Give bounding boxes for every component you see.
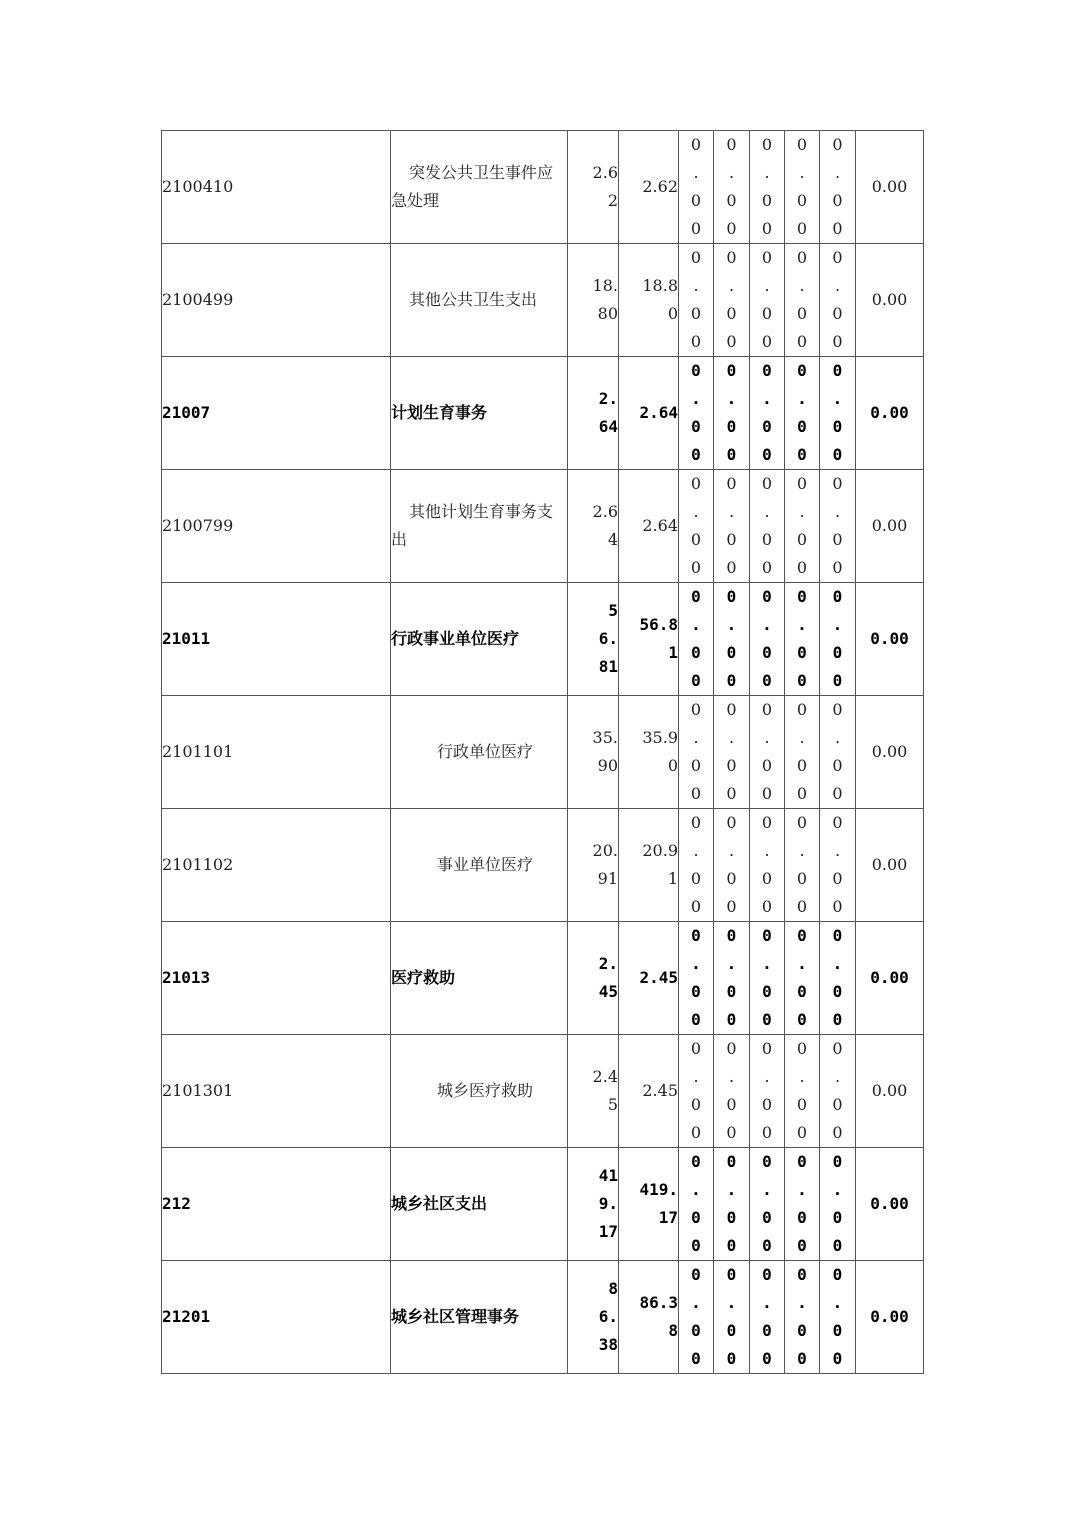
subject-name-cell: 行政事业单位医疗 [391, 583, 568, 696]
zero-amount-value: 0 . 0 0 [832, 361, 843, 464]
zero-amount-value: 0 . 0 0 [832, 1152, 843, 1255]
other-amount-cell: 0.00 [856, 244, 924, 357]
zero-amount-cell [820, 244, 856, 357]
budget-table [161, 130, 924, 1374]
zero-amount-cell [679, 131, 714, 244]
general-budget-amount-cell [619, 1148, 679, 1261]
subject-name-cell: 其他公共卫生支出 [391, 244, 568, 357]
zero-amount-value: 0 . 0 0 [832, 700, 843, 803]
total-amount-cell [568, 922, 619, 1035]
zero-amount-value: 0 . 0 0 [690, 135, 702, 238]
general-budget-amount-value: 86.38 [639, 1293, 678, 1340]
other-amount-cell: 0.00 [856, 131, 924, 244]
total-amount-value: 35.90 [592, 728, 618, 775]
zero-amount-value: 0 . 0 0 [726, 587, 737, 690]
zero-amount-cell [750, 470, 785, 583]
subject-name-cell: 计划生育事务 [391, 357, 568, 470]
subject-code-cell: 212 [162, 1148, 391, 1261]
zero-amount-cell [750, 1148, 785, 1261]
zero-amount-value: 0 . 0 0 [796, 474, 808, 577]
general-budget-amount-value: 20.91 [642, 841, 678, 888]
zero-amount-value: 0 . 0 0 [761, 700, 773, 803]
subject-name-cell: 城乡医疗救助 [391, 1035, 568, 1148]
other-amount-cell: 0.00 [856, 809, 924, 922]
zero-amount-value: 0 . 0 0 [796, 1039, 808, 1142]
zero-amount-cell [820, 696, 856, 809]
subject-code-cell: 2101301 [162, 1035, 391, 1148]
zero-amount-cell [785, 470, 820, 583]
zero-amount-value: 0 . 0 0 [832, 926, 843, 1029]
table-row [162, 583, 924, 696]
zero-amount-cell [750, 922, 785, 1035]
other-amount-cell: 0.00 [856, 470, 924, 583]
zero-amount-cell [750, 696, 785, 809]
other-amount-cell: 0.00 [856, 922, 924, 1035]
general-budget-amount-cell [619, 1035, 679, 1148]
zero-amount-cell [679, 809, 714, 922]
zero-amount-value: 0 . 0 0 [691, 1152, 701, 1255]
subject-code-cell: 2100499 [162, 244, 391, 357]
table-row [162, 809, 924, 922]
zero-amount-value: 0 . 0 0 [690, 700, 702, 803]
zero-amount-cell [714, 244, 750, 357]
general-budget-amount-value: 2.45 [642, 1081, 678, 1100]
zero-amount-cell [820, 1035, 856, 1148]
zero-amount-value: 0 . 0 0 [832, 1039, 843, 1142]
zero-amount-cell [714, 470, 750, 583]
total-amount-value: 56.81 [598, 601, 618, 676]
zero-amount-value: 0 . 0 0 [691, 587, 701, 690]
table-row [162, 1148, 924, 1261]
zero-amount-value: 0 . 0 0 [832, 813, 843, 916]
subject-code-cell: 21011 [162, 583, 391, 696]
general-budget-amount-value: 2.62 [642, 177, 678, 196]
zero-amount-cell [714, 696, 750, 809]
table-row [162, 1261, 924, 1374]
subject-name-cell: 城乡社区支出 [391, 1148, 568, 1261]
total-amount-cell [568, 470, 619, 583]
zero-amount-cell [679, 357, 714, 470]
zero-amount-cell [750, 1035, 785, 1148]
table-row [162, 357, 924, 470]
zero-amount-value: 0 . 0 0 [761, 474, 773, 577]
zero-amount-value: 0 . 0 0 [761, 1039, 773, 1142]
total-amount-value: 2.45 [598, 954, 618, 1001]
zero-amount-value: 0 . 0 0 [832, 135, 843, 238]
zero-amount-value: 0 . 0 0 [690, 1039, 702, 1142]
total-amount-value: 86.38 [598, 1279, 618, 1354]
zero-amount-cell [785, 1148, 820, 1261]
zero-amount-value: 0 . 0 0 [832, 587, 843, 690]
zero-amount-cell [679, 1148, 714, 1261]
zero-amount-cell [750, 244, 785, 357]
zero-amount-value: 0 . 0 0 [796, 248, 808, 351]
zero-amount-value: 0 . 0 0 [796, 813, 808, 916]
total-amount-cell [568, 1261, 619, 1374]
other-amount-cell: 0.00 [856, 696, 924, 809]
general-budget-amount-cell [619, 583, 679, 696]
general-budget-amount-cell [619, 1261, 679, 1374]
subject-code-cell: 2101101 [162, 696, 391, 809]
zero-amount-value: 0 . 0 0 [726, 135, 737, 238]
zero-amount-cell [785, 244, 820, 357]
table-row [162, 131, 924, 244]
general-budget-amount-value: 419.17 [639, 1180, 678, 1227]
total-amount-cell [568, 1035, 619, 1148]
zero-amount-value: 0 . 0 0 [832, 248, 843, 351]
zero-amount-value: 0 . 0 0 [761, 813, 773, 916]
zero-amount-cell [679, 1261, 714, 1374]
general-budget-amount-value: 18.80 [642, 276, 678, 323]
zero-amount-value: 0 . 0 0 [762, 587, 772, 690]
zero-amount-cell [820, 131, 856, 244]
zero-amount-value: 0 . 0 0 [691, 926, 701, 1029]
zero-amount-cell [714, 131, 750, 244]
table-row [162, 244, 924, 357]
subject-name-cell: 行政单位医疗 [391, 696, 568, 809]
zero-amount-value: 0 . 0 0 [726, 926, 737, 1029]
total-amount-cell [568, 696, 619, 809]
table-body [162, 131, 924, 1374]
general-budget-amount-value: 56.81 [639, 615, 678, 662]
zero-amount-value: 0 . 0 0 [762, 1152, 772, 1255]
zero-amount-cell [785, 922, 820, 1035]
table-row [162, 1035, 924, 1148]
zero-amount-value: 0 . 0 0 [726, 361, 737, 464]
zero-amount-cell [679, 470, 714, 583]
zero-amount-value: 0 . 0 0 [797, 587, 807, 690]
zero-amount-value: 0 . 0 0 [796, 135, 808, 238]
zero-amount-cell [714, 1261, 750, 1374]
subject-code-cell: 2100410 [162, 131, 391, 244]
zero-amount-value: 0 . 0 0 [726, 1152, 737, 1255]
total-amount-value: 419.17 [598, 1166, 618, 1241]
zero-amount-value: 0 . 0 0 [690, 813, 702, 916]
zero-amount-cell [679, 583, 714, 696]
total-amount-value: 2.62 [592, 163, 618, 210]
total-amount-value: 18.80 [592, 276, 618, 323]
zero-amount-cell [820, 357, 856, 470]
zero-amount-value: 0 . 0 0 [762, 1265, 772, 1368]
zero-amount-value: 0 . 0 0 [690, 248, 702, 351]
table-row [162, 922, 924, 1035]
zero-amount-cell [785, 583, 820, 696]
zero-amount-value: 0 . 0 0 [726, 474, 737, 577]
zero-amount-cell [679, 696, 714, 809]
other-amount-cell: 0.00 [856, 1035, 924, 1148]
zero-amount-value: 0 . 0 0 [797, 926, 807, 1029]
subject-code-cell: 21201 [162, 1261, 391, 1374]
zero-amount-cell [714, 583, 750, 696]
total-amount-cell [568, 131, 619, 244]
zero-amount-value: 0 . 0 0 [832, 1265, 843, 1368]
zero-amount-cell [750, 131, 785, 244]
zero-amount-cell [785, 809, 820, 922]
total-amount-cell [568, 583, 619, 696]
zero-amount-cell [714, 809, 750, 922]
zero-amount-value: 0 . 0 0 [797, 361, 807, 464]
zero-amount-cell [714, 922, 750, 1035]
zero-amount-value: 0 . 0 0 [762, 361, 772, 464]
general-budget-amount-cell [619, 244, 679, 357]
general-budget-amount-cell [619, 357, 679, 470]
zero-amount-value: 0 . 0 0 [726, 813, 737, 916]
general-budget-amount-cell [619, 470, 679, 583]
zero-amount-cell [679, 1035, 714, 1148]
general-budget-amount-value: 2.45 [639, 968, 678, 987]
total-amount-value: 2.45 [592, 1067, 618, 1114]
total-amount-cell [568, 1148, 619, 1261]
subject-name-cell: 其他计划生育事务支出 [391, 470, 568, 583]
subject-name-cell: 突发公共卫生事件应急处理 [391, 131, 568, 244]
total-amount-value: 20.91 [592, 841, 618, 888]
subject-code-cell: 2100799 [162, 470, 391, 583]
total-amount-cell [568, 357, 619, 470]
zero-amount-cell [820, 922, 856, 1035]
zero-amount-cell [820, 1148, 856, 1261]
general-budget-amount-value: 35.90 [642, 728, 678, 775]
zero-amount-cell [820, 470, 856, 583]
subject-code-cell: 21013 [162, 922, 391, 1035]
zero-amount-value: 0 . 0 0 [726, 700, 737, 803]
zero-amount-value: 0 . 0 0 [690, 474, 702, 577]
zero-amount-value: 0 . 0 0 [761, 135, 773, 238]
general-budget-amount-cell [619, 809, 679, 922]
zero-amount-cell [785, 131, 820, 244]
general-budget-amount-cell [619, 922, 679, 1035]
zero-amount-value: 0 . 0 0 [691, 1265, 701, 1368]
zero-amount-value: 0 . 0 0 [726, 1039, 737, 1142]
table-row [162, 470, 924, 583]
zero-amount-value: 0 . 0 0 [832, 474, 843, 577]
zero-amount-cell [750, 357, 785, 470]
other-amount-cell: 0.00 [856, 1261, 924, 1374]
total-amount-value: 2.64 [598, 389, 618, 436]
zero-amount-cell [820, 809, 856, 922]
general-budget-amount-cell [619, 131, 679, 244]
zero-amount-cell [750, 809, 785, 922]
subject-code-cell: 2101102 [162, 809, 391, 922]
general-budget-amount-value: 2.64 [642, 516, 678, 535]
subject-name-cell: 城乡社区管理事务 [391, 1261, 568, 1374]
zero-amount-cell [750, 583, 785, 696]
zero-amount-value: 0 . 0 0 [761, 248, 773, 351]
zero-amount-cell [750, 1261, 785, 1374]
zero-amount-cell [679, 922, 714, 1035]
total-amount-cell [568, 809, 619, 922]
subject-name-cell: 医疗救助 [391, 922, 568, 1035]
zero-amount-cell [785, 696, 820, 809]
zero-amount-value: 0 . 0 0 [762, 926, 772, 1029]
zero-amount-value: 0 . 0 0 [796, 700, 808, 803]
other-amount-cell: 0.00 [856, 583, 924, 696]
zero-amount-cell [785, 357, 820, 470]
zero-amount-cell [820, 583, 856, 696]
total-amount-cell [568, 244, 619, 357]
zero-amount-cell [714, 1148, 750, 1261]
other-amount-cell: 0.00 [856, 1148, 924, 1261]
general-budget-amount-cell [619, 696, 679, 809]
zero-amount-value: 0 . 0 0 [726, 248, 737, 351]
subject-code-cell: 21007 [162, 357, 391, 470]
zero-amount-cell [679, 244, 714, 357]
zero-amount-cell [714, 1035, 750, 1148]
zero-amount-value: 0 . 0 0 [797, 1265, 807, 1368]
zero-amount-cell [714, 357, 750, 470]
zero-amount-value: 0 . 0 0 [797, 1152, 807, 1255]
subject-name-cell: 事业单位医疗 [391, 809, 568, 922]
other-amount-cell: 0.00 [856, 357, 924, 470]
zero-amount-value: 0 . 0 0 [726, 1265, 737, 1368]
zero-amount-cell [785, 1261, 820, 1374]
general-budget-amount-value: 2.64 [639, 403, 678, 422]
total-amount-value: 2.64 [592, 502, 618, 549]
zero-amount-cell [785, 1035, 820, 1148]
zero-amount-value: 0 . 0 0 [691, 361, 701, 464]
table-row [162, 696, 924, 809]
zero-amount-cell [820, 1261, 856, 1374]
